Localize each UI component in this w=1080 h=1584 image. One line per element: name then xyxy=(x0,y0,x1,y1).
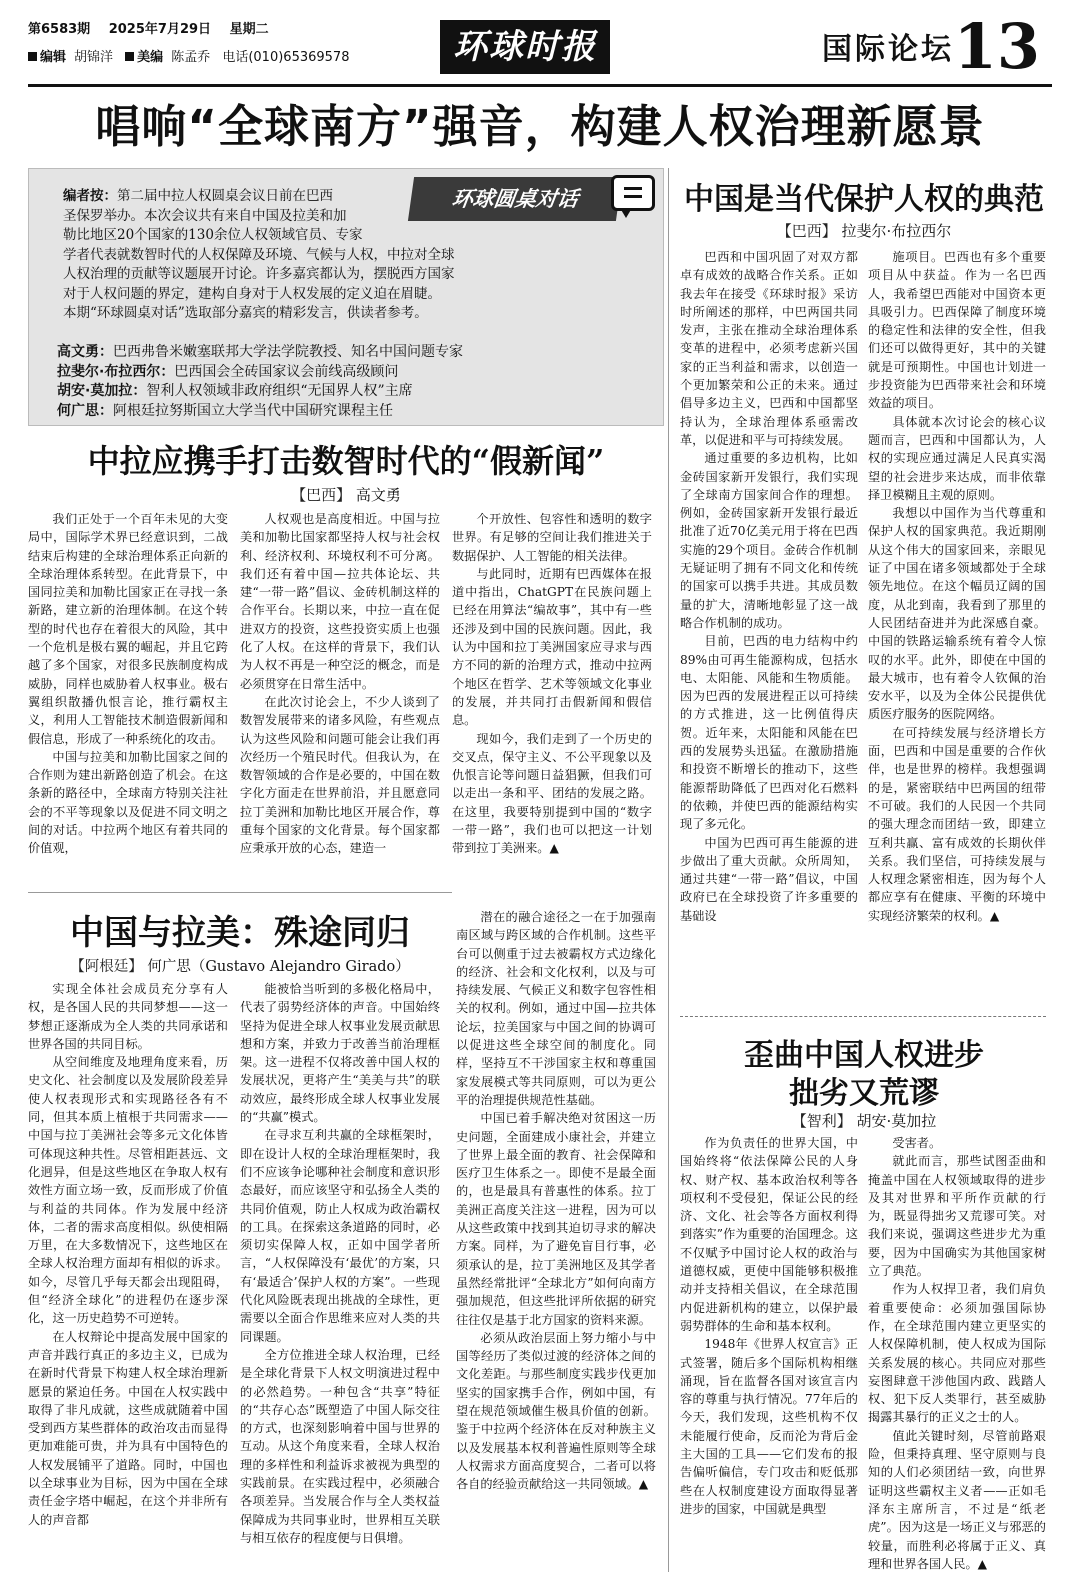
square-bullet-icon xyxy=(125,52,134,61)
issue-number: 第6583期 xyxy=(28,22,91,37)
paragraph: 人权观也是高度相近。中国与拉美和加勒比国家都坚持人权与社会权利、经济权利、环境权利不可分离。我们还有着中国—拉共体论坛、共建“一带一路”倡议、金砖机制这样的合作平台。长期以来，中拉一直在促进双方的投资，这些投资实质上也强化了人权。在这样的背景下，我们认为人权不再是一种空泛的概念，而是必须贯穿在日常生活中。 xyxy=(240,512,440,691)
paragraph: 1948年《世界人权宣言》正式签署，随后多个国际机构相继涌现，旨在监督各国对该宣言内容的尊重与执行情况。77年后的今天，我们发现，这些机构不仅未能履行使命，反而沦为背后金主大国的工具——它们发布的报告偏听偏信，专门攻击和贬低那些在人权制度建设方面取得显著进步的国家，中国就是典型 xyxy=(680,1337,858,1516)
paragraph: 与此同时，近期有巴西媒体在报道中指出，ChatGPT在民族问题上已经在用算法“编故事”，其中有一些还涉及到中国的民族问题。因此，我认为中国和拉丁美洲国家应寻求与西方不同的新的治理方式，推动中拉两个地区在哲学、艺术等领域文化事业的发展，并共同打击假新闻和假信息。 xyxy=(452,566,652,728)
chat-bubble-icon xyxy=(611,175,655,211)
roundtable-label: 环球圆桌对话 xyxy=(408,177,622,221)
art-editor-name: 陈孟乔 xyxy=(171,50,211,65)
participant-name: 何广思： xyxy=(57,402,113,419)
article-2-column-3 xyxy=(456,908,656,1572)
article-3-country: 【巴西】 xyxy=(776,222,837,240)
paragraph: 中国为巴西可再生能源的进步做出了重大贡献。众所周知，通过共建“一带一路”倡议，中国政府已在全球投资了许多重要的基础设 xyxy=(680,835,858,923)
article-4-column-2 xyxy=(868,1134,1046,1572)
paragraph: 全方位推进全球人权治理，已经是全球化背景下人权文明演进过程中的必然趋势。一种包含“共享”特征的“共存心态”既塑造了中国人际交往的方式，也深刻影响着中国与世界的互动。从这个角度来看，全球人权治理的多样性和利益诉求被视为典型的实践前景。在实践过程中，必须融合各项差异。当发展合作与全人类权益保障成为共同事业时，世界相互关联与相互依存的程度便与日俱增。 xyxy=(240,1347,440,1545)
paragraph: 中国已着手解决绝对贫困这一历史问题，全面建成小康社会，并建立了世界上最全面的教育、社会保障和医疗卫生体系之一。即使不是最全面的，也是最具有普惠性的体系。拉丁美洲正高度关注这一进程，因为可以从这些政策中找到其迫切寻求的解决方案。同样，为了避免盲目行事，必须承认的是，拉丁美洲地区及其学者虽然经常批评“全球北方”如何向南方强加规范，但这些批评所依据的研究往往仅是基于北方国家的资料来源。 xyxy=(456,1111,656,1327)
masthead-rule xyxy=(28,84,1052,87)
article-4-country: 【智利】 xyxy=(791,1112,852,1130)
article-1-title: 中拉应携手打击数智时代的“假新闻” xyxy=(87,442,605,480)
article-4-byline xyxy=(676,1110,1052,1131)
article-3-byline xyxy=(676,220,1052,241)
art-editor-label: 美编 xyxy=(137,50,164,65)
divider xyxy=(680,1016,1046,1017)
paragraph: 具体就本次讨论会的核心议题而言，巴西和中国都认为，人权的实现应通过满足人民真实渴望的社会进步来达成，而非依靠择卫模糊且主观的原则。 xyxy=(868,414,1046,502)
editor-note-line: 学者代表就数智时代的人权保障及环境、气候与人权，中拉对全球 xyxy=(63,246,455,263)
participant-list xyxy=(57,343,657,421)
issue-date: 2025年7月29日 xyxy=(108,22,212,37)
editor-note-line: 对于人权问题的界定，建构自身对于人权发展的定义迫在眉睫。 xyxy=(63,285,441,302)
article-4-column-1 xyxy=(680,1134,858,1572)
editor-note-line: 圣保罗举办。本次会议共有来自中国及拉美和加 xyxy=(63,207,347,224)
article-3-column-2 xyxy=(868,248,1046,996)
paragraph: 潜在的融合途径之一在于加强南南区域与跨区域的合作机制。这些平台可以侧重于过去被霸权方式边缘化的经济、社会和文化权利，以及与可持续发展、气候正义和数字包容性相关的权利。例如，通过中国—拉共体论坛，拉美国家与中国之间的协调可以促进这些全球空间的制度化。同样，坚持互不干涉国家主权和尊重国家发展模式等共同原则，可以为更公平的治理提供规范性基础。 xyxy=(456,910,656,1107)
article-1-byline xyxy=(28,484,664,505)
article-3-title: 中国是当代保护人权的典范 xyxy=(684,182,1044,217)
paragraph: 能被恰当听到的多极化格局中，代表了弱势经济体的声音。中国始终坚持为促进全球人权事业发展贡献思想和方案，并致力于改善当前治理框架。这一进程不仅将改善中国人权的发展状况，更将产生“美美与共”的联动效应，最终形成全球人权事业发展的“共赢”模式。 xyxy=(240,982,440,1125)
article-4-title-line-2: 拙劣又荒谬 xyxy=(789,1076,939,1111)
paragraph: 必须从政治层面上努力缩小与中国等经历了类似过渡的经济体之间的文化差距。与那些制度实践步伐更加坚实的国家携手合作，例如中国，有望在规范领域催生极具价值的创新。鉴于中拉两个经济体在反对种族主义以及发展基本权利普遍性原则等全球人权需求方面高度契合，二者可以将各自的经验贡献给这一共同领域。▲ xyxy=(456,1330,656,1492)
page-number: 13 xyxy=(953,10,1040,83)
paragraph: 在人权辩论中提高发展中国家的声音并践行真正的多边主义，已成为在新时代背景下构建人权全球治理新愿景的紧迫任务。中国在人权实践中取得了非凡成就，这些成就随着中国受到西方某些群体的政治攻击而显得更加难能可贵，并为具有中国特色的人权发展铺平了道路。同时，中国也以全球事业为目标，因为中国在全球责任金字塔中崛起，在这个并非所有人的声音都 xyxy=(28,1329,228,1527)
editor-note-box xyxy=(28,168,664,426)
article-2-column-1 xyxy=(28,980,228,1572)
paragraph: 通过重要的多边机构，比如金砖国家新开发银行，我们实现了全球南方国家间合作的理想。例如，金砖国家新开发银行最近批准了近70亿美元用于将在巴西实施的29个项目。金砖合作机制无疑证明了拥有不同文化和传统的国家可以携手共进。其成员数量的扩大，清晰地彰显了这一战略合作机制的成功。 xyxy=(680,451,858,630)
paragraph: 从空间维度及地理角度来看，历史文化、社会制度以及发展阶段差异使人权表现形式和实现路径各有不同，但其本质上植根于共同需求——中国与拉丁美洲社会等多元文化体皆可体现这种共性。尽管相距甚远、文化迥异，但是这些地区在争取人权有效性方面立场一致，反而形成了价值与利益的共同体。作为发展中经济体，二者的需求高度相似。纵使相隔万里，在大多数情况下，这些地区在全球人权治理方面却有相似的诉求。如今，尽管几乎每天都会出现阻碍，但“经济全球化”的进程仍在逐步深化，这一历史趋势不可逆转。 xyxy=(28,1055,228,1326)
paragraph: 受害者。 xyxy=(892,1136,942,1150)
participant-name: 拉斐尔·布拉西尔： xyxy=(57,363,175,380)
section-name: 国际论坛 xyxy=(822,32,954,67)
paragraph: 现如今，我们走到了一个历史的交叉点，保守主义、不公平现象以及仇恨言论等问题日益猖獗，但我们可以走出一条和平、团结的发展之路。在这里，我要特别提到中国的“数字一带一路”，我们也可以把这一计划带到拉丁美洲来。▲ xyxy=(452,731,652,856)
newspaper-logo: 环球时报 xyxy=(440,20,610,74)
paragraph: 中国与拉美和加勒比国家之间的合作则为建出新路创造了机会。在这条新的路径中，全球南方特别关注社会的不平等现象以及促进不同文明之间的对话。中拉两个地区有着共同的价值观， xyxy=(28,749,228,856)
editor-line xyxy=(28,46,357,65)
article-2-column-2 xyxy=(240,980,440,1572)
paragraph: 在寻求互利共赢的全球框架时，即在设计人权的全球治理框架时，我们不应该争论哪种社会制度和意识形态最好，而应该坚守和弘扬全人类的共同价值观，防止人权成为政治霸权的工具。在探索这条道路的同时，必须切实保障人权，正如中国学者所言，“人权保障没有‘最优’的方案，只有‘最适合’保护人权的方案”。一些现代化风险既表现出挑战的全球性，更需要以全面合作思维来应对人类的共同课题。 xyxy=(240,1128,440,1344)
paragraph: 巴西和中国巩固了对双方都卓有成效的战略合作关系。正如我去年在接受《环球时报》采访时所阐述的那样，中巴两国共同发声，主张在推动全球治理体系变革的进程中，必须考虑新兴国家的正当利益和需求，以创造一个更加繁荣和公正的未来。通过倡导多边主义，巴西和中国都坚持认为，全球治理体系亟需改革，以促进和平与可持续发展。 xyxy=(680,250,858,447)
participant-name: 胡安·莫加拉： xyxy=(57,383,147,399)
phone-number: 电话(010)65369578 xyxy=(222,50,350,65)
article-2-byline xyxy=(28,955,452,976)
paragraph: 作为人权捍卫者，我们肩负着重要使命：必须加强国际协作，在全球范围内建立更坚实的人权保障机制，使人权成为国际关系发展的核心。共同应对那些妄图肆意干涉他国内政、践踏人权、犯下反人类罪行，甚至威胁揭露其暴行的正义之士的人。 xyxy=(868,1282,1046,1425)
paragraph: 我们正处于一个百年未见的大变局中，国际学术界已经意识到，二战结束后构建的全球治理体系正向新的全球治理体系转型。在此背景下，中国同拉美和加勒比国家正在寻找一条新路，建立新的治理体制。在这个转型的时代也存在着很大的风险，其中一个危机是极右翼的崛起，并且它跨越了多个国家，对很多民族制度构成威胁，同样也威胁着人权事业。极右翼组织散播仇恨言论，推行霸权主义，利用人工智能技术制造假新闻和假信息，形成了一种系统化的攻击。 xyxy=(28,512,228,746)
article-1-column-3 xyxy=(452,510,652,882)
editor-note-line: 勒比地区20个国家的130余位人权领域官员、专家 xyxy=(63,227,363,243)
article-2-title: 中国与拉美：殊途同归 xyxy=(70,913,410,953)
paragraph: 我想以中国作为当代尊重和保护人权的国家典范。我近期刚从这个伟大的国家回来，亲眼见证了中国在诸多领域都处于全球领先地位。在这个幅员辽阔的国度，从北到南，我看到了那里的人民团结奋进并为此深感自豪。中国的铁路运输系统有着令人惊叹的水平。此外，即使在中国的最大城市，也有着令人钦佩的治安水平，以及为全体公民提供优质医疗服务的医院网络。 xyxy=(868,506,1046,722)
paragraph: 实现全体社会成员充分享有人权，是各国人民的共同梦想——这一梦想正逐渐成为全人类的共同承诺和世界各国的共同目标。 xyxy=(28,982,228,1051)
paragraph: 目前，巴西的电力结构中约89%由可再生能源构成，包括水电、太阳能、风能和生物质能。因为巴西的发展进程正以可持续的方式推进，这一比例值得庆贺。近年来，太阳能和风能在巴西的发展势头迅猛。在激励措施和投资不断增长的推动下，这些能源帮助降低了巴西对化石燃料的依赖，并使巴西的能源结构实现了多元化。 xyxy=(680,634,858,832)
participant-item xyxy=(57,382,657,402)
editor-note-line: 本期“环球圆桌对话”选取部分嘉宾的精彩发言，供读者参考。 xyxy=(63,305,428,321)
issue-weekday: 星期二 xyxy=(229,22,269,37)
participant-item xyxy=(57,363,657,383)
participant-desc: 巴西弗鲁米嫩塞联邦大学法学院教授、知名中国问题专家 xyxy=(113,344,463,360)
paragraph: 就此而言，那些试图歪曲和掩盖中国在人权领域取得的进步及其对世界和平所作贡献的行为，既显得拙劣又荒谬可笑。对我们来说，强调这些进步尤为重要，因为中国确实为其他国家树立了典范。 xyxy=(868,1154,1046,1279)
paragraph: 作为负责任的世界大国，中国始终将“依法保障公民的人身权、财产权、基本政治权利等各项权利不受侵犯，保证公民的经济、文化、社会等各方面权利得到落实”作为重要的治国理念。这不仅赋予中国讨论人权的政治与道德权威，更使中国能够积极推动并支持相关倡议，在全球范围内促进新机构的建立，以保护最弱势群体的生命和基本权利。 xyxy=(680,1136,858,1333)
editor-note-lead: 编者按： xyxy=(63,188,117,204)
article-4-author: 胡安·莫加拉 xyxy=(856,1112,937,1130)
editor-note-line: 人权治理的贡献等议题展开讨论。许多嘉宾都认为，摆脱西方国家 xyxy=(63,266,455,282)
participant-desc: 阿根廷拉努斯国立大学当代中国研究课程主任 xyxy=(113,402,393,419)
article-2-author: 何广思（Gustavo Alejandro Girado） xyxy=(147,959,410,975)
participant-desc: 智利人权领域非政府组织“无国界人权”主席 xyxy=(146,383,413,399)
participant-desc: 巴西国会全砖国家议会前线高级顾问 xyxy=(174,363,399,380)
paragraph: 施项目。巴西也有多个重要项目从中获益。作为一名巴西人，我希望巴西能对中国资本更具吸引力。巴西保障了制度环境的稳定性和法律的安全性，但我们还可以做得更好，其中的关键就是可预期性。中国也计划进一步投资能为巴西带来社会和环境效益的项目。 xyxy=(868,250,1046,411)
square-bullet-icon xyxy=(28,52,37,61)
participant-name: 高文勇： xyxy=(57,344,113,360)
participant-item xyxy=(57,343,657,363)
paragraph: 在此次讨论会上，不少人谈到了数智发展带来的诸多风险，有些观点认为这些风险和问题可能会让我们再次经历一个殖民时代。但我认为，在数智领域的合作是必要的，中国在数字化方面走在世界前沿，并且愿意同拉丁美洲和加勒比地区开展合作，尊重每个国家的文化背景。每个国家都应秉承开放的心态，建造一 xyxy=(240,694,440,856)
editor-label: 编辑 xyxy=(40,50,67,65)
editor-note xyxy=(63,187,443,246)
paragraph: 在可持续发展与经济增长方面，巴西和中国是重要的合作伙伴，也是世界的榜样。我想强调的是，紧密联结中巴两国的纽带不可破。我们的人民因一个共同的强大理念而团结一致，即建立互利共赢、富有成效的长期伙伴关系。我们坚信，可持续发展与人权理念紧密相连，因为每个人都应享有在健康、平衡的环境中实现经济繁荣的权利。▲ xyxy=(868,725,1046,923)
issue-line xyxy=(28,18,283,37)
article-3-column-1 xyxy=(680,248,858,996)
main-headline: 唱响“全球南方”强音，构建人权治理新愿景 xyxy=(95,100,985,153)
column-divider xyxy=(668,168,669,1572)
article-4-title-line-1: 歪曲中国人权进步 xyxy=(744,1038,984,1073)
article-1-column-2 xyxy=(240,510,440,882)
divider xyxy=(28,892,452,893)
editor-name: 胡锦洋 xyxy=(74,50,114,65)
editor-note-continued xyxy=(63,246,653,324)
masthead xyxy=(28,10,1052,84)
article-1-country: 【巴西】 xyxy=(291,486,352,504)
paragraph: 值此关键时刻，尽管前路艰险，但秉持真理、坚守原则与良知的人们必须团结一致，向世界证明这些霸权主义者——正如毛泽东主席所言，不过是“纸老虎”。因为这是一场正义与邪恶的较量，而胜利必将属于正义、真理和世界各国人民。▲ xyxy=(868,1428,1046,1571)
article-2-country: 【阿根廷】 xyxy=(70,959,143,975)
participant-item xyxy=(57,402,657,422)
paragraph: 个开放性、包容性和透明的数字世界。有足够的空间让我们推进关于数据保护、人工智能的相关法律。 xyxy=(452,512,652,563)
article-1-column-1 xyxy=(28,510,228,882)
article-3-author: 拉斐尔·布拉西尔 xyxy=(841,222,952,240)
article-1-author: 高文勇 xyxy=(355,486,401,504)
editor-note-line: 第二届中拉人权圆桌会议日前在巴西 xyxy=(117,188,333,204)
